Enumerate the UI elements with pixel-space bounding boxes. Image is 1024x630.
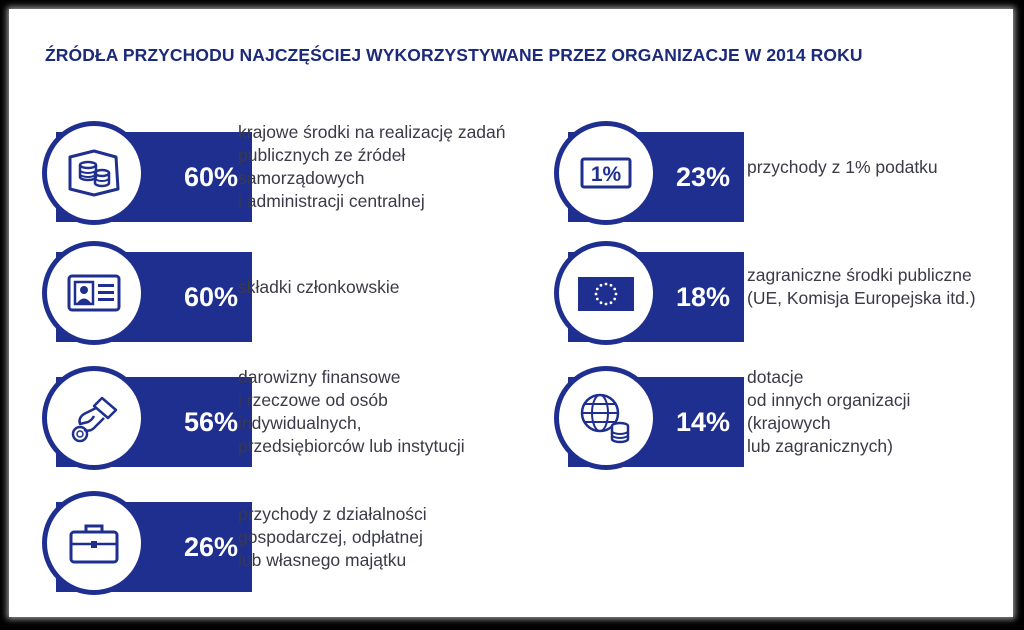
percent-label: 56% (183, 407, 238, 437)
percent-label: 60% (183, 282, 238, 312)
percent-label: 23% (675, 162, 730, 192)
item-domestic-public-funds (36, 105, 556, 229)
icon-circle (554, 241, 658, 345)
coins-map-icon (64, 143, 124, 203)
percent-label: 60% (183, 162, 238, 192)
icon-circle (554, 366, 658, 470)
globe-coins-icon (576, 388, 636, 448)
item-one-percent-tax (548, 105, 988, 229)
percent-label: 18% (675, 282, 730, 312)
item-label: przychody z działalności gospodarczej, odpłatnej lub własnego majątku (238, 503, 427, 570)
item-label: składki członkowskie (238, 276, 400, 297)
item-business-income (36, 475, 556, 599)
hand-coin-icon (64, 388, 124, 448)
icon-circle (554, 121, 658, 225)
item-label: przychody z 1% podatku (747, 156, 938, 177)
item-donations (36, 350, 556, 474)
percent-label: 14% (675, 407, 730, 437)
item-label: zagraniczne środki publiczne (UE, Komisja Europejska itd.) (747, 265, 976, 308)
item-membership-fees (36, 225, 556, 349)
item-grants (548, 350, 988, 474)
item-foreign-public-funds (548, 225, 988, 349)
eu-flag-icon (576, 263, 636, 323)
briefcase-icon (64, 513, 124, 573)
item-label: dotacje od innych organizacji (krajowych lub zagranicznych) (747, 367, 911, 456)
infographic-frame (9, 9, 1013, 617)
icon-circle (42, 121, 146, 225)
item-label: darowizny finansowe i rzeczowe od osób indywidualnych, przedsiębiorców lub instytucji (238, 367, 465, 456)
svg-text:1%: 1% (590, 163, 622, 186)
icon-circle (42, 366, 146, 470)
id-card-icon (64, 263, 124, 323)
percent-label: 26% (183, 532, 238, 562)
one-percent-icon (576, 143, 636, 203)
icon-circle (42, 491, 146, 595)
chart-title: ŹRÓDŁA PRZYCHODU NAJCZĘŚCIEJ WYKORZYSTYWANE PRZEZ ORGANIZACJE W 2014 ROKU (45, 45, 863, 65)
icon-circle (42, 241, 146, 345)
item-label: krajowe środki na realizację zadań publicznych ze źródeł samorządowych i administracji centralnej (238, 122, 506, 211)
